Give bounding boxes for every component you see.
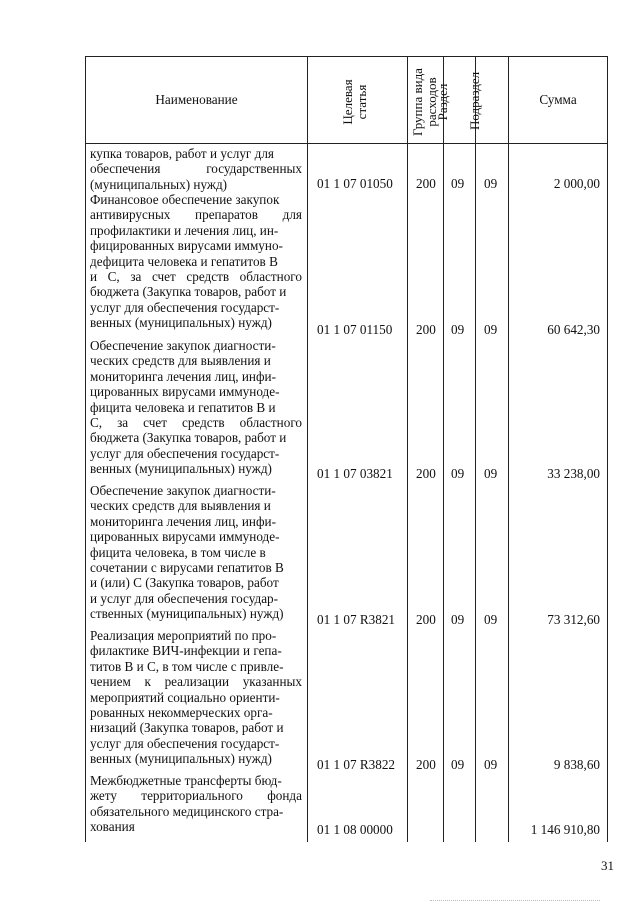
row-name-line: и (или) С (Закупка товаров, работ — [90, 575, 279, 591]
row-name-line: фицита человека, в том числе в — [90, 544, 266, 560]
row-name-line: ческих средств для выявления и — [90, 353, 271, 369]
row-name-line: услуг для обеспечения государст- — [90, 445, 280, 461]
row-name-line: Обеспечение закупок диагности- — [90, 338, 276, 353]
row-name-line: чением к реализации указанных — [90, 674, 302, 690]
row-target: 01 1 07 R3822 — [317, 757, 396, 772]
row-group: 200 — [416, 176, 436, 191]
row-sum: 2 000,00 — [553, 176, 600, 191]
row-section: 09 — [451, 322, 465, 337]
row-name-line: бюджета (Закупка товаров, работ и — [90, 430, 287, 446]
row-name-line: дефицита человека и гепатитов В — [90, 253, 278, 269]
header-target-article: Целевая статья — [340, 79, 369, 125]
row-subsection: 09 — [484, 757, 498, 772]
col-border-1 — [307, 56, 308, 842]
row-sum: 33 238,00 — [547, 466, 600, 481]
row-name-line: фицита человека и гепатитов В и — [90, 399, 276, 415]
row-name-line: обеспечения государственных — [90, 161, 302, 177]
row-subsection: 09 — [484, 466, 498, 481]
row-name — [90, 628, 302, 767]
row-name — [90, 192, 302, 331]
row-group: 200 — [416, 322, 436, 337]
col-border-2 — [407, 56, 408, 842]
row-name-line: услуг для обеспечения государст- — [90, 299, 280, 315]
header-section: Раздел — [435, 83, 450, 121]
col-border-right — [607, 56, 608, 842]
footer-dotted-line — [430, 900, 600, 902]
header-sum: Сумма — [539, 92, 577, 107]
row-name-line: и услуг для обеспечения государ- — [90, 590, 279, 606]
row-name-line: обязательного медицинского стра- — [90, 803, 284, 819]
header-name: Наименование — [155, 92, 238, 107]
row-subsection: 09 — [484, 612, 498, 627]
row-group: 200 — [416, 612, 436, 627]
row-name-line: сочетании с вирусами гепатитов В — [90, 560, 284, 576]
row-target: 01 1 07 03821 — [317, 466, 393, 481]
row-name — [90, 338, 302, 477]
row-subsection: 09 — [484, 322, 498, 337]
row-target: 01 1 07 01050 — [317, 176, 393, 191]
row-sum: 60 642,30 — [547, 322, 600, 337]
page-number: 31 — [601, 858, 614, 873]
row-name-line: купка товаров, работ и услуг для — [90, 146, 274, 161]
col-border-3 — [443, 56, 444, 842]
row-name-line: и С, за счет средств областного — [90, 269, 302, 285]
row-section: 09 — [451, 466, 465, 481]
table-top-border — [85, 56, 608, 57]
row-sum: 9 838,60 — [553, 757, 600, 772]
row-name-line: Финансовое обеспечение закупок — [90, 192, 280, 207]
row-name-line: фицированных вирусами иммуно- — [90, 238, 283, 254]
row-name-line: рованных некоммерческих орга- — [90, 705, 273, 721]
row-name-line: цированных вирусами иммуноде- — [90, 529, 280, 545]
header-expense-group: Группа вида расходов — [410, 68, 439, 136]
row-name-line: ственных (муниципальных) нужд) — [90, 606, 284, 622]
row-name-line: низаций (Закупка товаров, работ и — [90, 720, 284, 736]
header-subsection: Подраздел — [467, 71, 482, 130]
row-name-line: мониторинга лечения лиц, инфи- — [90, 513, 276, 529]
row-name-line: бюджета (Закупка товаров, работ и — [90, 284, 287, 300]
row-name-line: Обеспечение закупок диагности- — [90, 483, 276, 498]
row-name-line: (муниципальных) нужд) — [90, 176, 228, 192]
row-group: 200 — [416, 757, 436, 772]
row-name-line: С, за счет средств областного — [90, 415, 302, 431]
row-section: 09 — [451, 757, 465, 772]
row-sum: 1 146 910,80 — [530, 822, 600, 837]
col-border-4 — [475, 56, 476, 842]
col-border-5 — [508, 56, 509, 842]
row-name-line: профилактики и лечения лиц, ин- — [90, 222, 279, 238]
row-name-line: мониторинга лечения лиц, инфи- — [90, 368, 276, 384]
row-name-line: венных (муниципальных) нужд) — [90, 315, 272, 331]
row-name-line: титов В и С, в том числе с привле- — [90, 658, 284, 674]
row-name-line: антивирусных препаратов для — [90, 207, 302, 223]
row-name-line: жету территориального фонда — [90, 788, 302, 804]
row-sum: 73 312,60 — [547, 612, 600, 627]
row-name-line: цированных вирусами иммуноде- — [90, 384, 280, 400]
row-subsection: 09 — [484, 176, 498, 191]
row-name-line: хования — [90, 819, 135, 835]
row-section: 09 — [451, 176, 465, 191]
row-name — [90, 773, 302, 835]
row-name-line: филактике ВИЧ-инфекции и гепа- — [90, 643, 282, 659]
row-target: 01 1 08 00000 — [317, 822, 393, 837]
row-name-line: Реализация мероприятий по про- — [90, 628, 277, 643]
row-name-line: венных (муниципальных) нужд) — [90, 751, 272, 767]
row-group: 200 — [416, 466, 436, 481]
row-name-line: ческих средств для выявления и — [90, 498, 271, 514]
row-name-line: мероприятий социально ориенти- — [90, 689, 280, 705]
col-border-left — [85, 56, 86, 842]
row-name — [90, 483, 302, 622]
row-name — [90, 146, 302, 192]
row-target: 01 1 07 R3821 — [317, 612, 396, 627]
row-section: 09 — [451, 612, 465, 627]
row-target: 01 1 07 01150 — [317, 322, 393, 337]
row-name-line: венных (муниципальных) нужд) — [90, 461, 272, 477]
row-name-line: услуг для обеспечения государст- — [90, 735, 280, 751]
row-name-line: Межбюджетные трансферты бюд- — [90, 773, 282, 788]
